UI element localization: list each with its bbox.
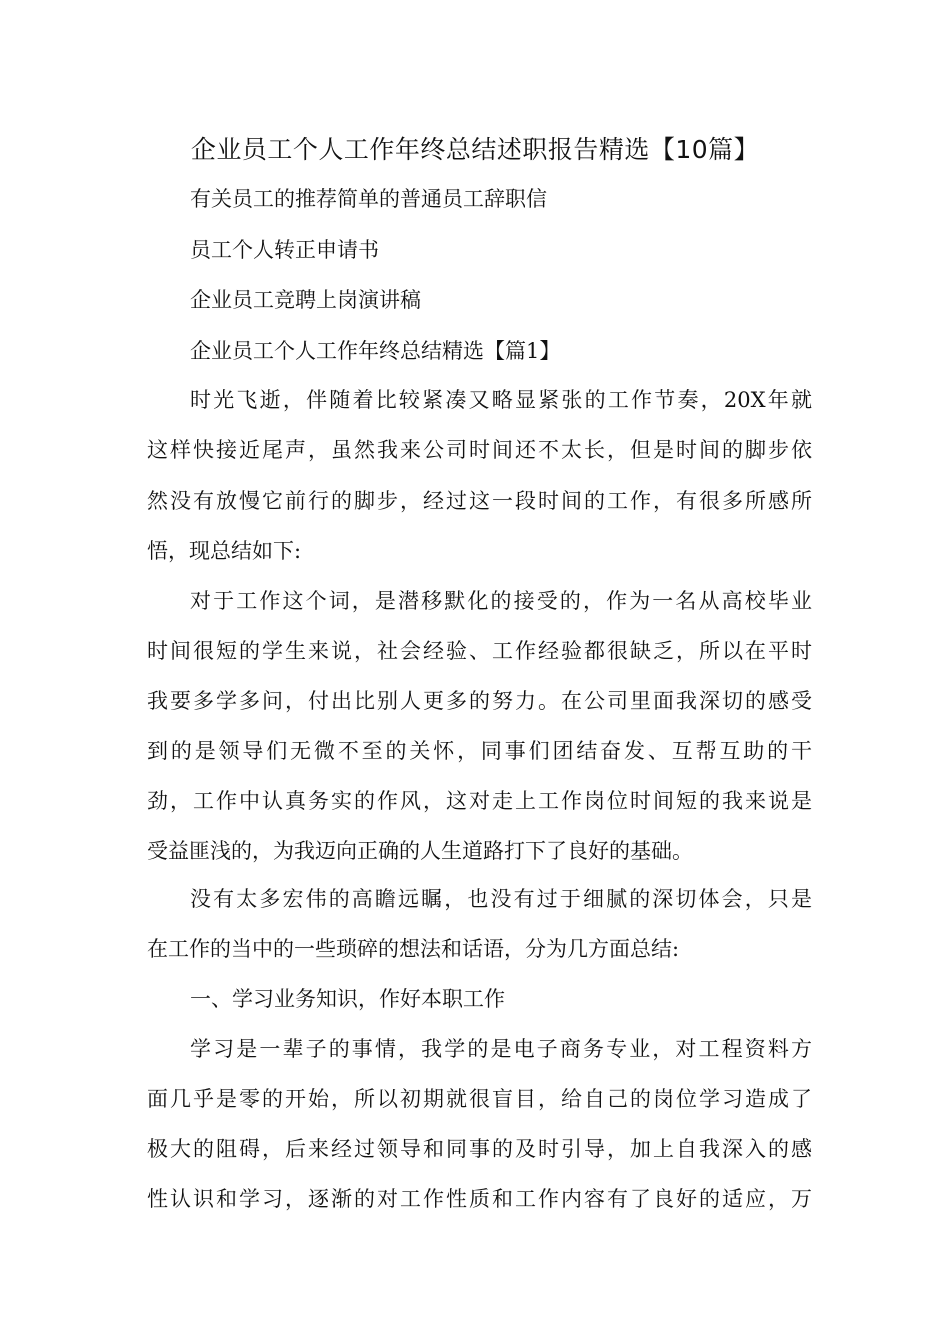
related-link-probation-application[interactable]: 员工个人转正申请书 [190, 238, 379, 262]
body-line: 面几乎是零的开始，所以初期就很盲目，给自己的岗位学习造成了 [147, 1087, 812, 1111]
body-line: 我要多学多问，付出比别人更多的努力。在公司里面我深切的感受 [147, 689, 812, 713]
body-line: 时光飞逝，伴随着比较紧凑又略显紧张的工作节奏，20X年就 [190, 388, 812, 412]
body-line: 在工作的当中的一些琐碎的想法和话语，分为几方面总结: [147, 937, 680, 961]
body-line: 这样快接近尾声，虽然我来公司时间还不太长，但是时间的脚步依 [147, 438, 812, 462]
related-link-resignation-letter[interactable]: 有关员工的推荐简单的普通员工辞职信 [190, 187, 547, 211]
subsection-heading: 一、学习业务知识，作好本职工作 [190, 987, 505, 1011]
related-link-competition-speech[interactable]: 企业员工竞聘上岗演讲稿 [190, 288, 421, 312]
body-line: 受益匪浅的，为我迈向正确的人生道路打下了良好的基础。 [147, 839, 693, 863]
body-line: 没有太多宏伟的高瞻远瞩，也没有过于细腻的深切体会，只是 [190, 887, 812, 911]
section-heading: 企业员工个人工作年终总结精选【篇1】 [190, 339, 561, 363]
body-line: 性认识和学习，逐渐的对工作性质和工作内容有了良好的适应，万 [147, 1187, 812, 1211]
document-title: 企业员工个人工作年终总结述职报告精选【10篇】 [190, 135, 760, 164]
body-line: 极大的阻碍，后来经过领导和同事的及时引导，加上自我深入的感 [147, 1137, 812, 1161]
body-line: 到的是领导们无微不至的关怀，同事们团结奋发、互帮互助的干 [147, 739, 812, 763]
body-line: 然没有放慢它前行的脚步，经过这一段时间的工作，有很多所感所 [147, 489, 812, 513]
body-line: 对于工作这个词，是潜移默化的接受的，作为一名从高校毕业 [190, 589, 812, 613]
body-line: 时间很短的学生来说，社会经验、工作经验都很缺乏，所以在平时 [147, 639, 812, 663]
body-line: 学习是一辈子的事情，我学的是电子商务专业，对工程资料方 [190, 1037, 812, 1061]
body-line: 悟，现总结如下: [147, 539, 302, 563]
body-line: 劲，工作中认真务实的作风，这对走上工作岗位时间短的我来说是 [147, 789, 812, 813]
